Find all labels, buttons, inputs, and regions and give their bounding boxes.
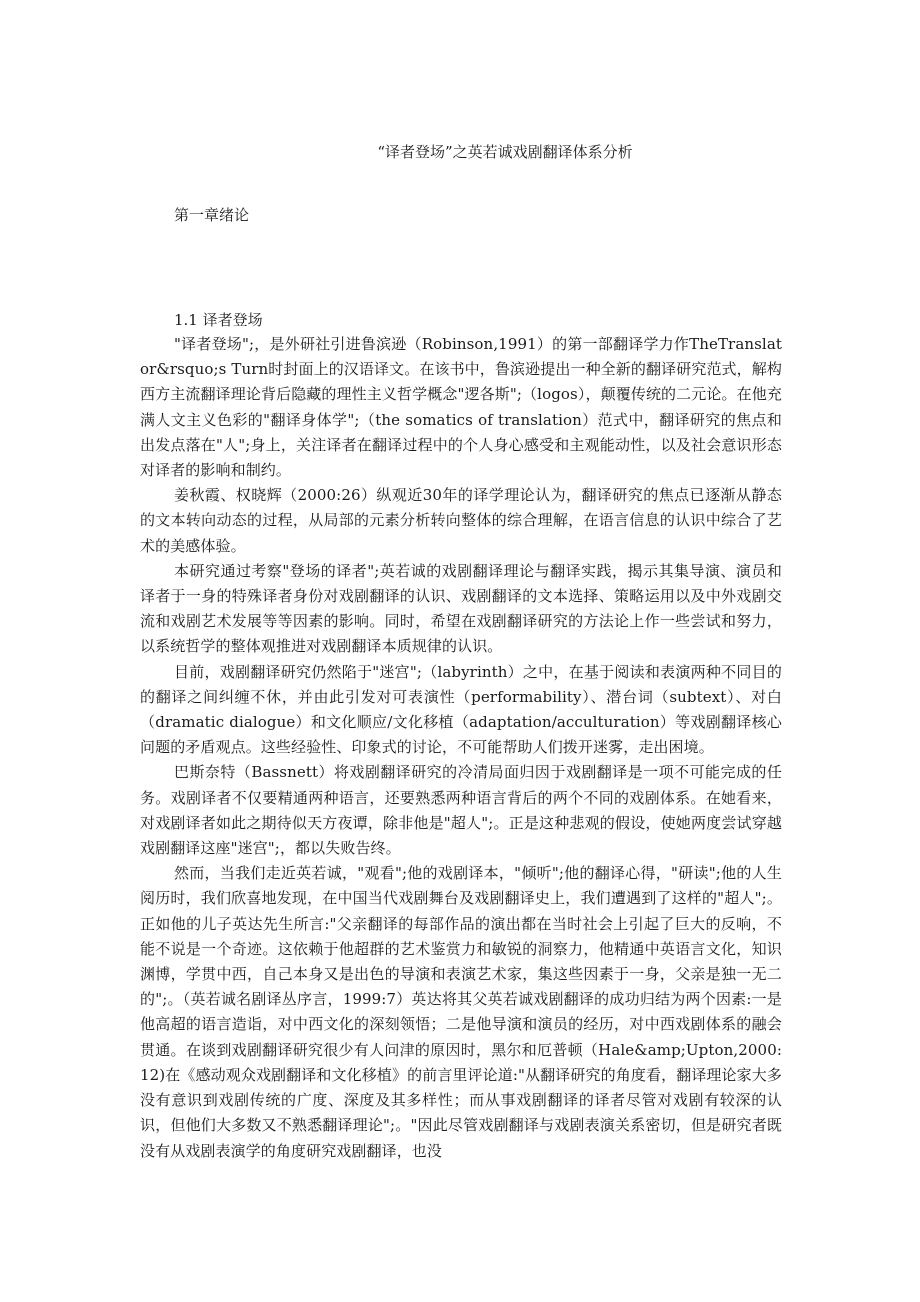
chapter-heading: 第一章绪论: [174, 206, 250, 224]
paragraph-6: 然而，当我们走近英若诚，"观看";他的戏剧译本，"倾听";他的翻译心得，"研读";他的人生阅历时，我们欣喜地发现，在中国当代戏剧舞台及戏剧翻译史上，我们遭遇到了这样的"超人";。正如他的儿子英达先生所言:"父亲翻译的每部作品的演出都在当时社会上引起了巨大的反响，不能不说是一个奇迹。这依赖于他超群的艺术鉴赏力和敏锐的洞察力，他精通中英语言文化，知识渊博，学贯中西，自己本身又是出色的导演和表演艺术家，集这些因素于一身，父亲是独一无二的";。（英若诚名剧译丛序言，1999:7）英达将其父英若诚戏剧翻译的成功归结为两个因素:一是他高超的语言造诣，对中西文化的深刻领悟；二是他导演和演员的经历，对中西戏剧体系的融会贯通。在谈到戏剧翻译研究很少有人问津的原因时，黑尔和厄普顿（Hale&amp;Upton,2000:12)在《感动观众戏剧翻译和文化移植》的前言里评论道:"从翻译研究的角度看，翻译理论家大多没有意识到戏剧传统的广度、深度及其多样性；而从事戏剧翻译的译者尽管对戏剧有较深的认识，但他们大多数又不熟悉翻译理论";。"因此尽管戏剧翻译与戏剧表演关系密切，但是研究者既没有从戏剧表演学的角度研究戏剧翻译，也没: [140, 864, 782, 1160]
body-text: [140, 332, 782, 1164]
paragraph-1: "译者登场";，是外研社引进鲁滨逊（Robinson,1991）的第一部翻译学力作TheTranslator&rsquo;s Turn时封面上的汉语译文。在该书中，鲁滨逊提出一种全新的翻译研究范式，解构西方主流翻译理论背后隐藏的理性主义哲学概念"逻各斯";（logos），颠覆传统的二元论。在他充满人文主义色彩的"翻译身体学";（the somatics of translation）范式中，翻译研究的焦点和出发点落在"人";身上，关注译者在翻译过程中的个人身心感受和主观能动性，以及社会意识形态对译者的影响和制约。: [140, 335, 782, 480]
paragraph-3: 本研究通过考察"登场的译者";英若诚的戏剧翻译理论与翻译实践，揭示其集导演、演员和译者于一身的特殊译者身份对戏剧翻译的认识、戏剧翻译的文本选择、策略运用以及中外戏剧交流和戏剧艺术发展等等因素的影响。同时，希望在戏剧翻译研究的方法论上作一些尝试和努力，以系统哲学的整体观推进对戏剧翻译本质规律的认识。: [140, 561, 782, 656]
paragraph-4: 目前，戏剧翻译研究仍然陷于"迷宫";（labyrinth）之中，在基于阅读和表演两种不同目的的翻译之间纠缠不休，并由此引发对可表演性（performability）、潜台词（subtext）、对白（dramatic dialogue）和文化顺应/文化移植（adaptation/acculturation）等戏剧翻译核心问题的矛盾观点。这些经验性、印象式的讨论，不可能帮助人们拨开迷雾，走出困境。: [140, 662, 782, 757]
paragraph-5: 巴斯奈特（Bassnett）将戏剧翻译研究的冷清局面归因于戏剧翻译是一项不可能完成的任务。戏剧译者不仅要精通两种语言，还要熟悉两种语言背后的两个不同的戏剧体系。在她看来，对戏剧译者如此之期待似天方夜谭，除非他是"超人";。正是这种悲观的假设，使她两度尝试穿越戏剧翻译这座"迷宫";，都以失败告终。: [140, 763, 782, 858]
paragraph-2: 姜秋霞、权晓辉（2000:26）纵观近30年的译学理论认为，翻译研究的焦点已逐渐从静态的文本转向动态的过程，从局部的元素分析转向整体的综合理解，在语言信息的认识中综合了艺术的美感体验。: [140, 486, 782, 555]
section-heading: 1.1 译者登场: [174, 311, 263, 329]
document-title: “译者登场”之英若诚戏剧翻译体系分析: [377, 143, 633, 161]
